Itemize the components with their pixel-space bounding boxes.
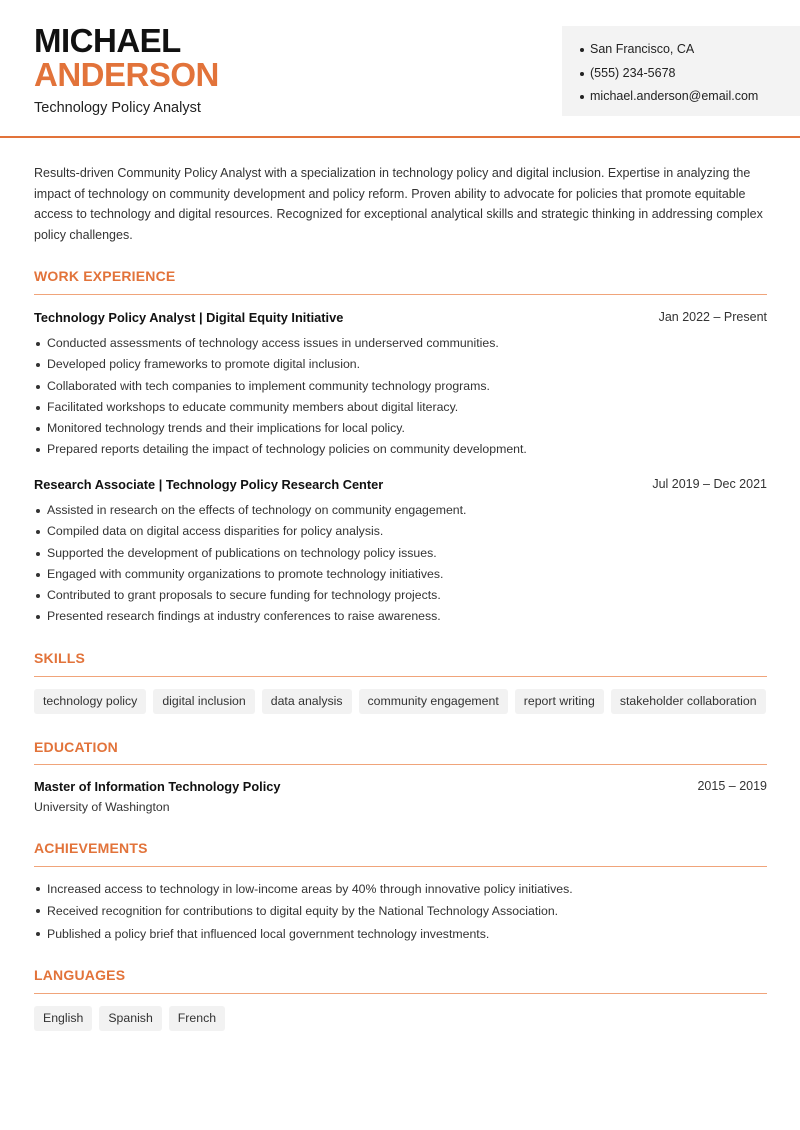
section-divider: [34, 764, 767, 765]
achievement-bullets: [34, 878, 767, 945]
list-item: Facilitated workshops to educate community members about digital literacy.: [34, 397, 767, 418]
job-title: Technology Policy Analyst: [34, 100, 201, 116]
school-name: University of Washington: [34, 800, 170, 814]
job-bullets: [34, 500, 767, 628]
section-title-work: WORK EXPERIENCE: [34, 268, 176, 284]
job-entry-header: [34, 310, 767, 328]
summary-paragraph: Results-driven Community Policy Analyst with a specialization in technology policy and digital inclusion. Expertise in analyzing the impact of technology on community development and policy reform. Proven ability to advocate for policies that promote equitable access to technology and digital resources. Recognized for exceptional analytical skills and strategic thinking in addressing complex policy challenges.: [34, 166, 763, 243]
section-divider: [34, 866, 767, 867]
contact-location: San Francisco, CA: [580, 38, 800, 62]
section-title-skills: SKILLS: [34, 650, 85, 666]
language-tag: Spanish: [99, 1006, 161, 1031]
section-title-education: EDUCATION: [34, 739, 118, 755]
list-item: Presented research findings at industry conferences to raise awareness.: [34, 606, 767, 627]
job-role: Research Associate | Technology Policy Research Center: [34, 477, 384, 492]
list-item: Prepared reports detailing the impact of technology policies on community development.: [34, 439, 767, 460]
last-name: ANDERSON: [34, 56, 219, 93]
degree-name: Master of Information Technology Policy: [34, 779, 281, 794]
section-divider: [34, 993, 767, 994]
list-item: Developed policy frameworks to promote digital inclusion.: [34, 354, 767, 375]
job-dates: Jul 2019 – Dec 2021: [652, 477, 767, 491]
skill-tag: report writing: [515, 689, 604, 714]
language-tag: English: [34, 1006, 92, 1031]
skill-tag: digital inclusion: [153, 689, 254, 714]
job-dates: Jan 2022 – Present: [658, 310, 767, 324]
contact-box: [562, 26, 800, 116]
first-name: MICHAEL: [34, 22, 181, 59]
list-item: Engaged with community organizations to promote technology initiatives.: [34, 564, 767, 585]
section-title-achievements: ACHIEVEMENTS: [34, 840, 148, 856]
job-entry-header: [34, 477, 767, 495]
skill-tag: technology policy: [34, 689, 146, 714]
list-item: Increased access to technology in low-income areas by 40% through innovative policy initiatives.: [34, 878, 767, 900]
list-item: Received recognition for contributions to digital equity by the National Technology Association.: [34, 900, 767, 922]
list-item: Conducted assessments of technology access issues in underserved communities.: [34, 333, 767, 354]
language-tag: French: [169, 1006, 225, 1031]
resume-header: [0, 0, 800, 138]
contact-email: michael.anderson@email.com: [580, 85, 800, 109]
skills-tags: [34, 689, 766, 714]
section-title-languages: LANGUAGES: [34, 967, 126, 983]
education-entry-header: [34, 779, 767, 797]
list-item: Compiled data on digital access disparities for policy analysis.: [34, 521, 767, 542]
job-role: Technology Policy Analyst | Digital Equity Initiative: [34, 310, 344, 325]
education-dates: 2015 – 2019: [697, 779, 767, 793]
skill-tag: community engagement: [359, 689, 508, 714]
contact-list: [580, 38, 800, 109]
list-item: Published a policy brief that influenced local government technology investments.: [34, 923, 767, 945]
list-item: Supported the development of publications on technology policy issues.: [34, 543, 767, 564]
job-bullets: [34, 333, 767, 461]
list-item: Collaborated with tech companies to implement community technology programs.: [34, 376, 767, 397]
contact-phone: (555) 234-5678: [580, 62, 800, 86]
list-item: Monitored technology trends and their implications for local policy.: [34, 418, 767, 439]
skill-tag: data analysis: [262, 689, 352, 714]
list-item: Assisted in research on the effects of technology on community engagement.: [34, 500, 767, 521]
language-tags: [34, 1006, 225, 1031]
list-item: Contributed to grant proposals to secure funding for technology projects.: [34, 585, 767, 606]
section-divider: [34, 294, 767, 295]
skill-tag: stakeholder collaboration: [611, 689, 766, 714]
section-divider: [34, 676, 767, 677]
